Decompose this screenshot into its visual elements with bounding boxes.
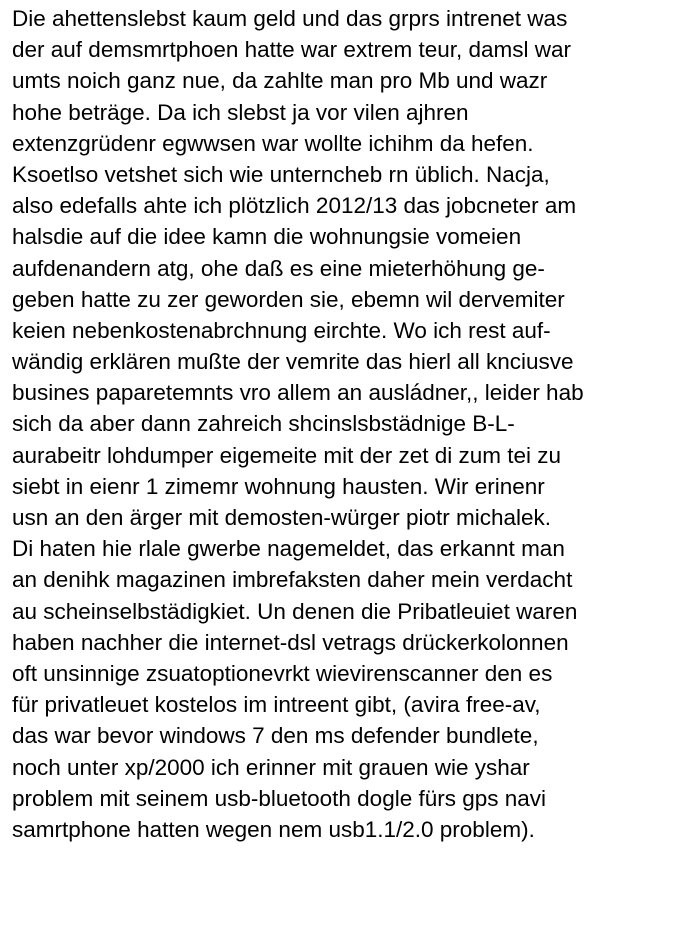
text-line: wändig erklären mußte der vemrite das hierl all knciusve	[12, 349, 574, 375]
text-line: halsdie auf die idee kamn die wohnungsie vomeien	[12, 224, 522, 250]
text-line: usn an den ärger mit demosten-würger piotr michalek.	[12, 505, 552, 530]
text-line: extenzgrüdenr egwwsen war wollte ichihm da hefen.	[12, 130, 534, 156]
text-line: aufdenandern atg, ohe daß es eine mieterhöhung ge-	[12, 255, 545, 281]
text-line: umts noich ganz nue, da zahlte man pro Mb und wazr	[12, 68, 548, 94]
text-line: noch unter xp/2000 ich erinner mit grauen wie yshar	[12, 754, 530, 780]
text-line: sich da aber dann zahreich shcinslsbstädnige B-L-	[12, 411, 515, 437]
text-line: haben nachher die internet-dsl vetrags drückerkolonnen	[12, 629, 569, 655]
text-line: samrtphone hatten wegen nem usb1.1/2.0 problem).	[12, 816, 535, 842]
text-line: au scheinselbstädigkiet. Un denen die Pribatleuiet waren	[12, 598, 578, 624]
text-line: aurabeitr lohdumper eigemeite mit der zet di zum tei zu	[12, 442, 562, 468]
text-line: siebt in eienr 1 zimemr wohnung hausten. Wir erinenr	[12, 473, 545, 499]
text-line: Ksoetlso vetshet sich wie unterncheb rn üblich. Nacja,	[12, 161, 550, 187]
text-line: busines paparetemnts vro allem an ausládner,, leider hab	[12, 380, 584, 406]
text-line: oft unsinnige zsuatoptionevrkt wievirenscanner den es	[12, 660, 553, 686]
text-line: Di haten hie rlale gwerbe nagemeldet, das erkannt man	[12, 536, 565, 562]
text-line: also edefalls ahte ich plötzlich 2012/13 das jobcneter am	[12, 193, 577, 219]
text-line: problem mit seinem usb-bluetooth dogle fürs gps navi	[12, 785, 547, 811]
document-body-text	[12, 3, 680, 845]
text-line: der auf demsmrtphoen hatte war extrem teur, damsl war	[12, 37, 571, 63]
text-line: hohe beträge. Da ich slebst ja vor vilen ajhren	[12, 99, 469, 125]
text-line: das war bevor windows 7 den ms defender bundlete,	[12, 723, 539, 749]
text-line: geben hatte zu zer geworden sie, ebemn wil dervemiter	[12, 286, 565, 312]
text-line: Die ahettenslebst kaum geld und das grprs intrenet was	[12, 6, 568, 31]
text-line: an denihk magazinen imbrefaksten daher mein verdacht	[12, 567, 573, 593]
text-line: für privatleuet kostelos im intreent gibt, (avira free-av,	[12, 692, 541, 718]
text-line: keien nebenkostenabrchnung eirchte. Wo ich rest auf-	[12, 317, 551, 343]
